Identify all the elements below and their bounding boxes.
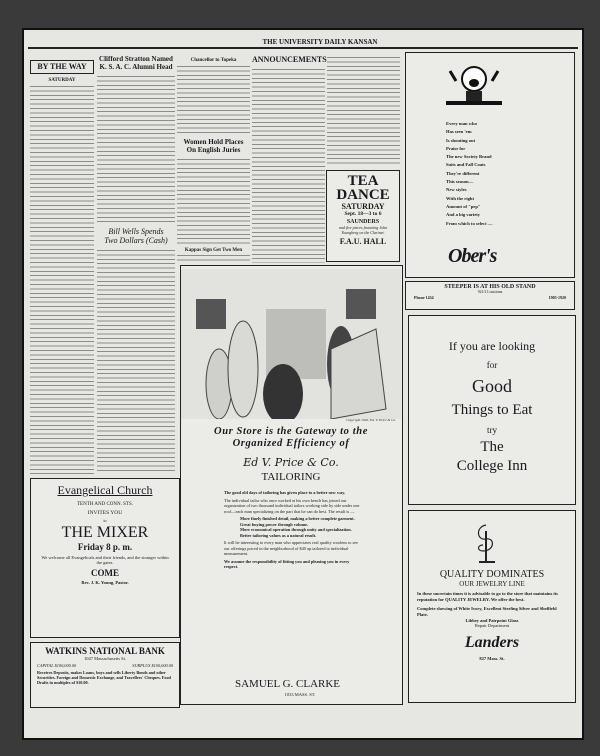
laughing-mascot-icon — [444, 63, 504, 113]
clarke-headline: Our Store is the Gateway to the Organized Efficiency of — [214, 426, 368, 449]
tea-dance-ad: TEA DANCE SATURDAY Sept. 18—3 to 6 SAUNDERS and five pieces featuring John Youngberg on the Clarinet. F.A.U. HALL — [326, 170, 400, 262]
landers-jewelry-ad: QUALITY DOMINATES OUR JEWELRY LINE In these uncertain times it is advisable to go to the store that maintains its reputation for QUALITY JEWELRY. We offer the best. Complete showing of White Ivory, Excellent Sterling Silver and Sheffield Plate. Libbey and Pairpoint Glass Repair Department Landers 827 Mass. St. — [408, 510, 576, 703]
clifford-body — [97, 74, 175, 224]
obers-ad — [405, 52, 575, 278]
clarke-name: SAMUEL G. CLARKE — [235, 678, 341, 690]
ed-v-price-signature: Ed V. Price & Co. — [243, 456, 339, 469]
clarke-address: 1033 MASS. ST. — [284, 692, 316, 697]
clarke-copy: The good old days of tailoring has given place to a better new way. The individual tailor who once worked at his own bench has joined our organization of two thousand individual tailors working side by side under one roof—each man specializing on the part that he can do best. The result is — More finely finished detail, making a better complete garment. Great buying power through volume. More economical operation through unity and specialization. Better tailoring values as a natural result. It will be interesting to every man who appreciates real quality woolens to see our offerings priced in the neighborhood of $40 up tailored to individual measurement. We assume the responsibility of fitting you and pleasing you in every respect. — [224, 490, 360, 569]
by-the-way-heading: BY THE WAY — [30, 60, 94, 74]
by-the-way-sub: SATURDAY — [48, 78, 76, 83]
clifford-headline: Clifford Stratton Named K. S. A. C. Alumni Head — [99, 55, 173, 71]
announcements-heading: ANNOUNCEMENTS — [252, 55, 327, 64]
chancellor-body — [177, 64, 250, 134]
announcements-body-2 — [327, 55, 400, 165]
steeper-ad: STEEPER IS AT HIS OLD STAND 921/2 Louisiana Phone 1434 1905-1920 — [405, 281, 575, 310]
obers-logo: Ober's — [448, 245, 497, 267]
tailoring-illustration — [181, 269, 401, 419]
jewelry-monogram-icon — [473, 521, 499, 567]
college-inn-ad: If you are looking for Good Things to Eat try The College Inn — [408, 315, 576, 505]
landers-logo: Landers — [464, 634, 520, 651]
obers-copy: Every man who Has seen 'em Is shouting out Praise for The new Society Brand Suits and Fall Coats They're different This season— New styles With the right Amount of "pep" And a big variety From which to select — — [446, 121, 493, 226]
bill-wells-headline: Bill Wells Spends Two Dollars (Cash) — [104, 227, 168, 245]
watkins-bank-ad: WATKINS NATIONAL BANK 1047 Massachusetts St. CAPITAL $100,000.00 SURPLUS $100,000.00 Receives Deposits, makes Loans, buys and sells Liberty Bonds and other Securities. Foreign and Domestic Exchange, and Travellers' Cheques. Food Drafts in multiples of $10.00. — [30, 642, 180, 708]
women-juries-headline: Women Hold Places On English Juries — [183, 138, 244, 154]
tailoring-heading: TAILORING — [261, 471, 321, 483]
announcements-body — [252, 67, 325, 263]
women-juries-body — [177, 157, 250, 247]
copyright-note: Copyright 1920, Ed. V. Price & Co. — [346, 418, 396, 422]
kappas-headline: Kappas Sign Get Two Men — [184, 248, 243, 253]
masthead: THE UNIVERSITY DAILY KANSAN — [262, 38, 378, 46]
bill-wells-body — [97, 248, 175, 473]
chancellor-headline: Chancellor to Topeka — [190, 58, 237, 63]
kappas-body — [177, 253, 250, 263]
evangelical-church-ad: Evangelical Church TENTH AND CONN. STS. INVITES YOU to THE MIXER Friday 8 p. m. We welcome all Evangelicals and their friends, and the stranger within the gates. COME Rev. J. K. Young, Pastor. — [30, 478, 180, 638]
by-the-way-body — [30, 84, 94, 474]
samuel-clarke-ad — [180, 265, 403, 705]
